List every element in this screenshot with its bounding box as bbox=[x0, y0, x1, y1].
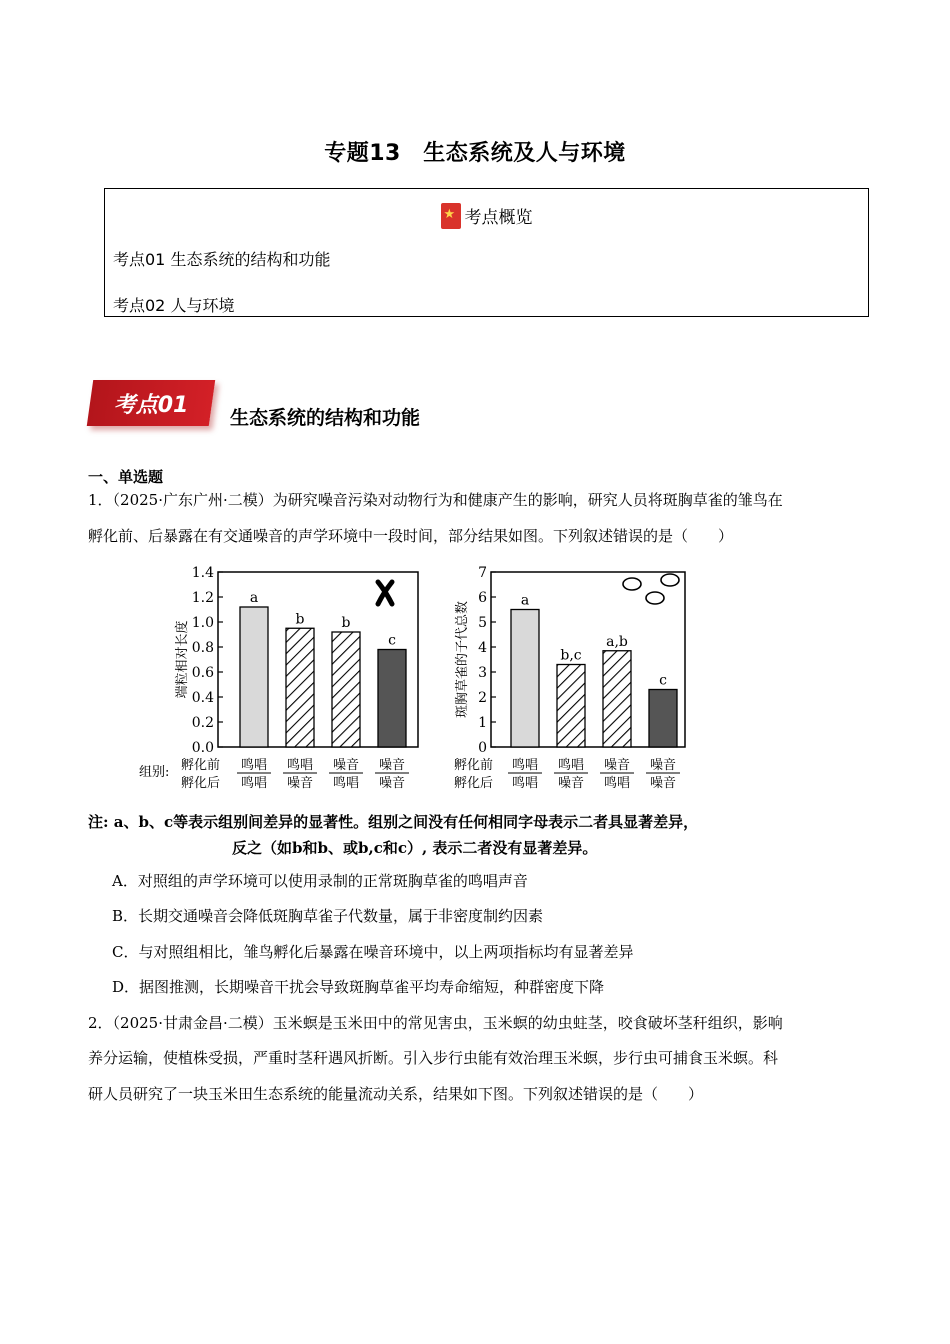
y-tick-label: 1 bbox=[478, 715, 487, 731]
group-row1-label: 鸣唱 bbox=[240, 758, 268, 773]
bar bbox=[378, 650, 406, 748]
group-row2-label: 鸣唱 bbox=[240, 776, 268, 791]
y-tick-label: 1.0 bbox=[191, 615, 214, 631]
bar-significance-label: b,c bbox=[560, 647, 582, 664]
y-tick-label: 0.4 bbox=[191, 690, 214, 706]
kaodian-badge-text: 考点01 bbox=[113, 392, 189, 418]
row1-label-left: 孵化前 bbox=[181, 758, 221, 773]
bar bbox=[332, 632, 360, 747]
y-tick-label: 7 bbox=[478, 565, 487, 581]
y-tick-label: 0.2 bbox=[191, 715, 214, 731]
page-title: 专题13 生态系统及人与环境 bbox=[324, 141, 626, 166]
q1-option-d: D．据图推测，长期噪音干扰会导致斑胸草雀平均寿命缩短，种群密度下降 bbox=[112, 978, 605, 996]
group-row1-label: 噪音 bbox=[603, 758, 631, 773]
y-tick-label: 5 bbox=[478, 615, 487, 631]
bar bbox=[286, 628, 314, 747]
bar bbox=[511, 610, 539, 748]
group-label: 组别: bbox=[139, 765, 170, 780]
q1-option-c: C．与对照组相比，雏鸟孵化后暴露在噪音环境中，以上两项指标均有显著差异 bbox=[112, 943, 634, 961]
group-row2-label: 噪音 bbox=[286, 776, 314, 791]
q1-note-line2: 反之（如b和b、或b,c和c）, 表示二者没有显著差异。 bbox=[232, 839, 598, 857]
bar-significance-label: b bbox=[341, 615, 351, 631]
q1-stem-line1: 1．（2025·广东广州·二模）为研究噪音污染对动物行为和健康产生的影响，研究人员将斑胸草雀的雏鸟在 bbox=[88, 491, 783, 509]
bird-icon bbox=[623, 574, 679, 604]
q2-line2: 养分运输，使植株受损，严重时茎秆遇风折断。引入步行虫能有效治理玉米螟，步行虫可捕食玉米螟。科 bbox=[88, 1049, 779, 1067]
bar bbox=[240, 607, 268, 747]
group-row2-label: 噪音 bbox=[378, 776, 406, 791]
group-row2-label: 鸣唱 bbox=[332, 776, 360, 791]
row2-label-left: 孵化后 bbox=[181, 776, 221, 791]
overview-heading-text: 考点概览 bbox=[464, 208, 533, 228]
y-tick-label: 1.4 bbox=[191, 565, 214, 581]
y-axis-label: 斑胸草雀的子代总数 bbox=[455, 600, 470, 719]
group-row1-label: 噪音 bbox=[649, 758, 677, 773]
section-heading: 一、单选题 bbox=[88, 468, 164, 486]
q1-stem-line2: 孵化前、后暴露在有交通噪音的声学环境中一段时间，部分结果如图。下列叙述错误的是（ ） bbox=[88, 527, 734, 545]
group-row1-label: 鸣唱 bbox=[511, 758, 539, 773]
kaodian-title: 生态系统的结构和功能 bbox=[230, 407, 421, 429]
bar-significance-label: c bbox=[388, 632, 396, 649]
q2-line3: 研人员研究了一块玉米田生态系统的能量流动关系，结果如下图。下列叙述错误的是（ ） bbox=[88, 1085, 704, 1103]
bar bbox=[557, 665, 585, 748]
group-row1-label: 鸣唱 bbox=[557, 758, 585, 773]
y-tick-label: 2 bbox=[478, 690, 487, 706]
row1-label-right: 孵化前 bbox=[454, 758, 494, 773]
bar-significance-label: c bbox=[659, 672, 667, 689]
group-row2-label: 噪音 bbox=[649, 776, 677, 791]
chromosome-icon bbox=[378, 582, 392, 604]
group-row2-label: 鸣唱 bbox=[511, 776, 539, 791]
group-row1-label: 噪音 bbox=[378, 758, 406, 773]
bar-significance-label: a bbox=[249, 590, 259, 606]
q1-option-a: A．对照组的声学环境可以使用录制的正常斑胸草雀的鸣唱声音 bbox=[112, 872, 528, 890]
q1-note-line1: 注: a、b、c等表示组别间差异的显著性。组别之间没有任何相同字母表示二者具显著差异， bbox=[88, 813, 699, 831]
q2-line1: 2．（2025·甘肃金昌·二模）玉米螟是玉米田中的常见害虫，玉米螟的幼虫蛀茎，咬食破坏茎秆组织，影响 bbox=[88, 1014, 783, 1032]
bar-significance-label: b bbox=[295, 611, 305, 628]
y-tick-label: 3 bbox=[478, 665, 487, 681]
y-tick-label: 0 bbox=[478, 740, 487, 756]
bar-significance-label: a,b bbox=[606, 633, 628, 650]
group-row2-label: 鸣唱 bbox=[603, 776, 631, 791]
y-axis-label: 端粒相对长度 bbox=[175, 620, 190, 699]
q1-option-b: B．长期交通噪音会降低斑胸草雀子代数量，属于非密度制约因素 bbox=[112, 907, 544, 925]
y-tick-label: 0.6 bbox=[191, 665, 214, 681]
bar-significance-label: a bbox=[520, 592, 530, 609]
group-row2-label: 噪音 bbox=[557, 776, 585, 791]
row2-label-right: 孵化后 bbox=[454, 776, 494, 791]
overview-item-2: 考点02 人与环境 bbox=[113, 296, 235, 315]
overview-item-1: 考点01 生态系统的结构和功能 bbox=[113, 250, 331, 269]
y-tick-label: 0.0 bbox=[191, 740, 214, 756]
bar bbox=[603, 651, 631, 747]
y-tick-label: 4 bbox=[478, 640, 487, 656]
y-tick-label: 1.2 bbox=[191, 590, 214, 606]
group-row1-label: 噪音 bbox=[332, 758, 360, 773]
group-row1-label: 鸣唱 bbox=[286, 758, 314, 773]
bar bbox=[649, 690, 677, 748]
y-tick-label: 6 bbox=[478, 590, 487, 606]
y-tick-label: 0.8 bbox=[191, 640, 214, 656]
